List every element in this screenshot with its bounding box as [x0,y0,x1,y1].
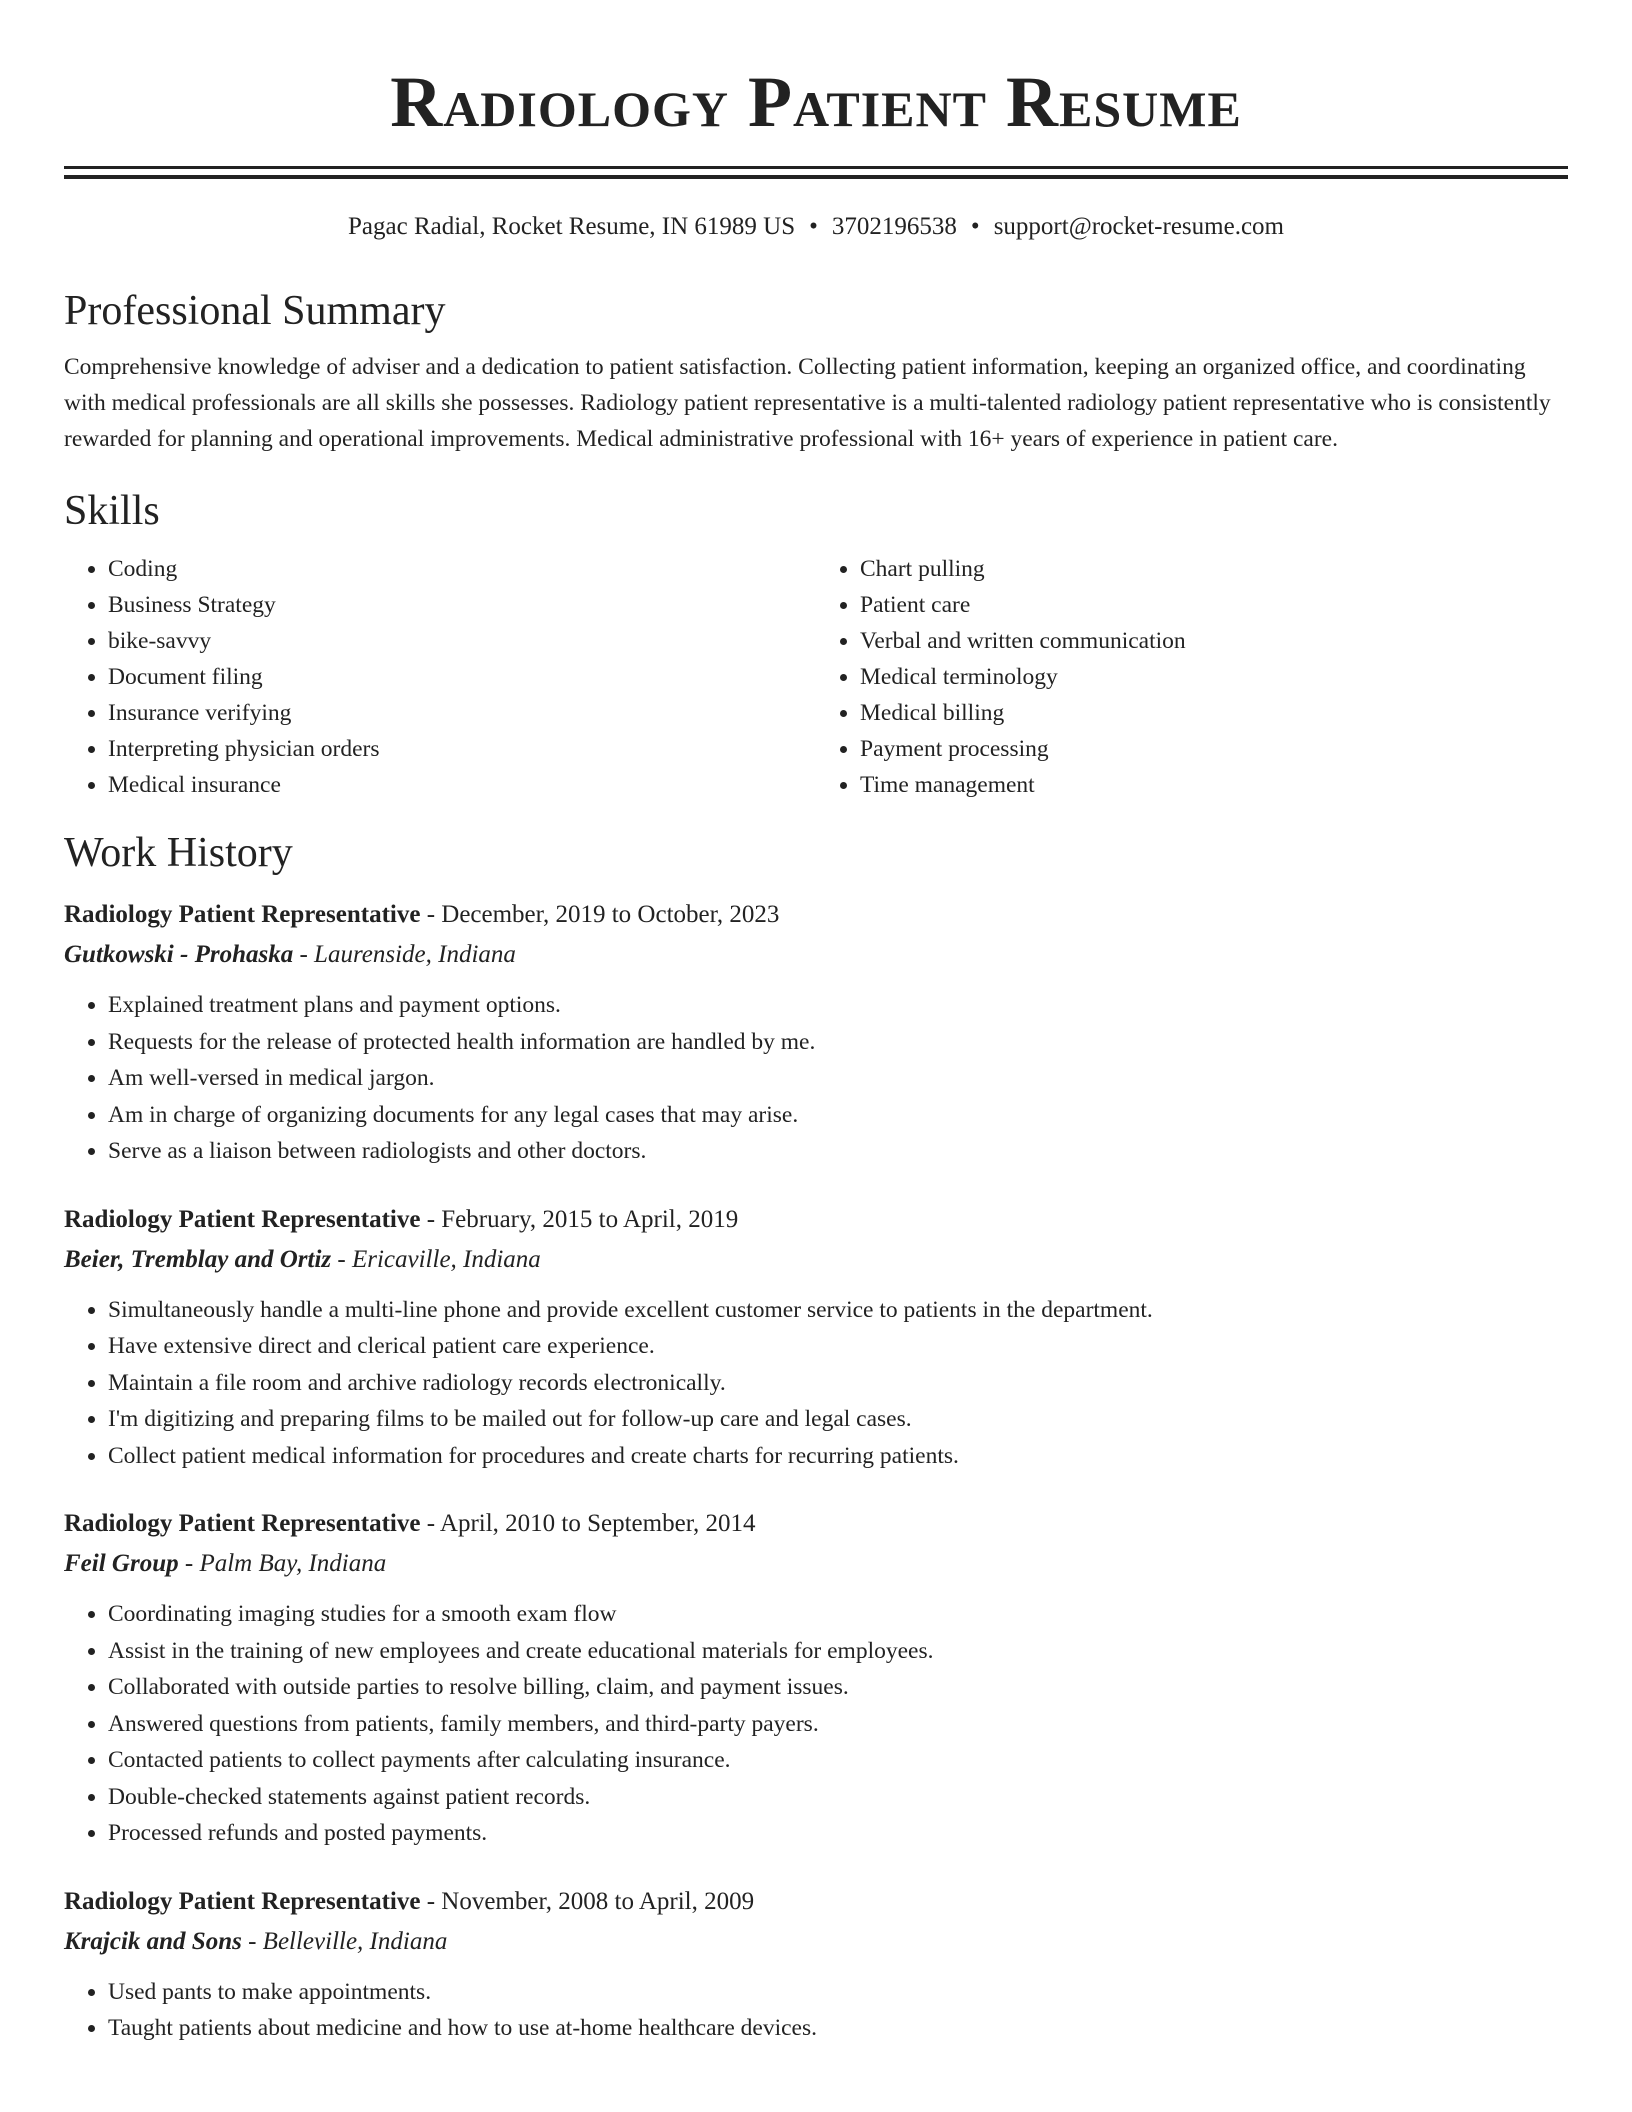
job-dash: - [241,1927,263,1955]
skill-item: • Verbal and written communication [860,623,1568,659]
skill-item: • Medical terminology [860,659,1568,695]
duty-item: • Answered questions from patients, family members, and third-party payers. [108,1706,1568,1743]
work-history-heading: Work History [64,830,293,876]
job-title-line [64,895,1568,935]
job-dash: - [420,1510,440,1537]
duty-item: • Double-checked statements against patient records. [108,1779,1568,1816]
skills-column-right [816,551,1568,803]
job-title-line [64,1504,1568,1544]
duty-item: • Explained treatment plans and payment options. [108,987,1568,1024]
duty-item: • Used pants to make appointments. [108,1974,1568,2011]
duty-item: • Assist in the training of new employees and create educational materials for employees. [108,1633,1568,1670]
duty-item: • Contacted patients to collect payments after calculating insurance. [108,1742,1568,1779]
job-title: Radiology Patient Representative [64,901,421,928]
job-location: Belleville, Indiana [262,1927,448,1955]
duty-item: • Taught patients about medicine and how to use at-home healthcare devices. [108,2010,1568,2047]
skill-item: • Interpreting physician orders [108,731,816,767]
job-title-line [64,1882,1568,1922]
contact-separator: • [970,213,980,240]
job-entry [64,895,1568,1170]
job-title: Radiology Patient Representative [64,1510,421,1537]
job-company: Krajcik and Sons [64,1927,242,1955]
skill-item: • Insurance verifying [108,695,816,731]
contact-separator: • [809,213,818,240]
job-dash: - [178,1550,200,1577]
job-dash: - [331,1245,352,1273]
contact-phone: 3702196538 [831,213,957,240]
job-entry [64,1200,1568,1475]
job-company-line [64,1544,1568,1584]
job-dash: - [293,941,315,968]
job-title-line [64,1200,1568,1240]
duty-item: • Serve as a liaison between radiologists and other doctors. [108,1133,1568,1170]
job-duties [64,1974,1568,2047]
resume-title: Radiology Patient Resume [390,62,1242,142]
job-location: Palm Bay, Indiana [199,1550,387,1577]
skill-item: • Time management [860,767,1568,803]
duty-item: • Maintain a file room and archive radiology records electronically. [108,1365,1568,1402]
job-location: Ericaville, Indiana [351,1245,541,1273]
job-duties [64,1292,1568,1475]
job-entry [64,1882,1568,2047]
skill-item: • bike-savvy [108,623,816,659]
job-dash: - [420,901,442,928]
duty-item: • Collect patient medical information for procedures and create charts for recurring patients. [108,1438,1568,1475]
skill-item: • Chart pulling [860,551,1568,587]
skill-item: • Patient care [860,587,1568,623]
duty-item: • Am in charge of organizing documents for any legal cases that may arise. [108,1097,1568,1134]
job-company-line [64,935,1568,975]
job-company-line [64,1240,1568,1280]
contact-line [64,211,1568,243]
duty-item: • I'm digitizing and preparing films to be mailed out for follow-up care and legal cases. [108,1401,1568,1438]
skill-item: • Document filing [108,659,816,695]
job-location: Laurenside, Indiana [314,941,516,968]
job-title: Radiology Patient Representative [64,1205,421,1233]
job-dash: - [420,1887,442,1915]
duty-item: • Requests for the release of protected health information are handled by me. [108,1024,1568,1061]
summary-heading: Professional Summary [64,288,446,334]
job-dates: February, 2015 to April, 2019 [441,1205,739,1233]
job-company: Gutkowski - Prohaska [64,941,294,968]
duty-item: • Collaborated with outside parties to resolve billing, claim, and payment issues. [108,1669,1568,1706]
job-duties [64,1596,1568,1852]
job-entry [64,1504,1568,1852]
job-dates: December, 2019 to October, 2023 [441,901,780,928]
job-dates: April, 2010 to September, 2014 [439,1510,756,1537]
summary-text: Comprehensive knowledge of adviser and a dedication to patient satisfaction. Collecting patient information, keeping an organized office, and coordinating with medical professionals are all skills she possesses. Radiology patient representative is a multi-talented radiology patient representative who is consistently rewarded for planning and operational improvements. Medical administrative professional with 16+ years of experience in patient care. [64,354,1551,452]
job-dash: - [420,1205,442,1233]
job-dates: November, 2008 to April, 2009 [441,1887,755,1915]
job-title: Radiology Patient Representative [64,1887,421,1915]
duty-item: • Have extensive direct and clerical patient care experience. [108,1328,1568,1365]
job-company-line [64,1922,1568,1962]
skills-heading: Skills [64,488,160,534]
title-divider-bottom [64,175,1568,179]
job-duties [64,987,1568,1170]
job-company: Feil Group [64,1550,179,1577]
duty-item: • Processed refunds and posted payments. [108,1815,1568,1852]
skill-item: • Medical insurance [108,767,816,803]
resume-page [64,0,1568,2047]
duty-item: • Simultaneously handle a multi-line phone and provide excellent customer service to patients in the department. [108,1292,1568,1329]
contact-email: support@rocket-resume.com [993,213,1284,240]
duty-item: • Am well-versed in medical jargon. [108,1060,1568,1097]
duty-item: • Coordinating imaging studies for a smooth exam flow [108,1596,1568,1633]
contact-address: Pagac Radial, Rocket Resume, IN 61989 US [348,213,796,240]
skills-list [64,551,1568,803]
skill-item: • Business Strategy [108,587,816,623]
title-divider-top [64,166,1568,169]
skill-item: • Payment processing [860,731,1568,767]
skills-column-left [64,551,816,803]
skill-item: • Medical billing [860,695,1568,731]
skill-item: • Coding [108,551,816,587]
job-company: Beier, Tremblay and Ortiz [64,1245,332,1273]
